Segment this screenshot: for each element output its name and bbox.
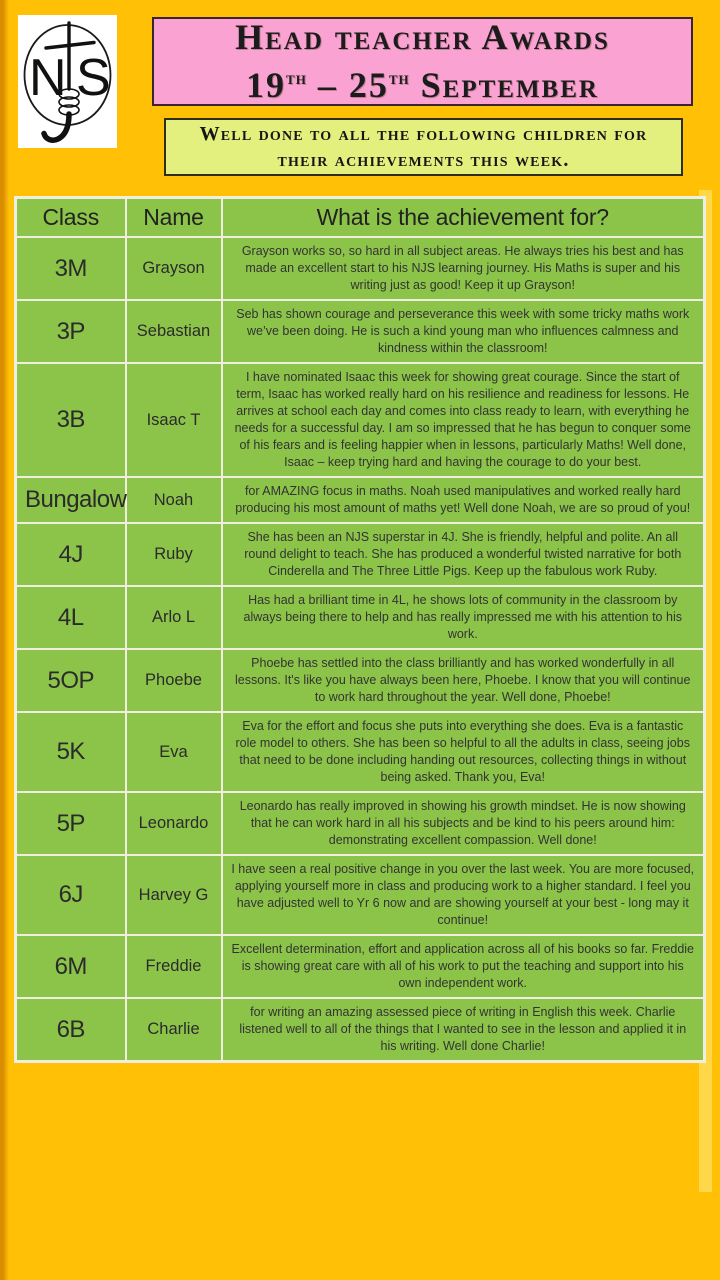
name-cell: Harvey G (126, 855, 222, 935)
class-cell: Bungalow (16, 477, 126, 523)
class-cell: 4L (16, 586, 126, 649)
table-row (16, 855, 705, 935)
table-row (16, 363, 705, 477)
table-row (16, 712, 705, 792)
achievement-cell: Eva for the effort and focus she puts into everything she does. Eva is a fantastic role model to others. She has been so helpful to all the adults in class, seeing jobs that need to be done including handing out resources, collecting things in without being asked. Thank you, Eva! (222, 712, 705, 792)
name-cell: Grayson (126, 237, 222, 300)
name-cell: Arlo L (126, 586, 222, 649)
name-cell: Freddie (126, 935, 222, 998)
achievement-cell: Phoebe has settled into the class brilliantly and has worked wonderfully in all lessons. It's like you have always been here, Phoebe. I know that you will continue to work hard throughout the year. Well done, Phoebe! (222, 649, 705, 712)
column-header-achievement: What is the achievement for? (222, 198, 705, 238)
class-cell: 6B (16, 998, 126, 1062)
achievement-cell: Grayson works so, so hard in all subject areas. He always tries his best and has made an excellent start to his NJS learning journey. His Maths is super and his writing just as good! Keep it up Grayson! (222, 237, 705, 300)
awards-table (14, 196, 706, 1063)
name-cell: Ruby (126, 523, 222, 586)
achievement-cell: Excellent determination, effort and application across all of his books so far. Freddie is showing great care with all of his work to put the teaching and support into his own independent work. (222, 935, 705, 998)
logo-letter-n: N (29, 49, 67, 107)
awards-table-wrap (14, 196, 706, 1063)
achievement-cell: I have seen a real positive change in you over the last week. You are more focused, applying yourself more in class and producing work to a higher standard. I feel you have adjusted well to Yr 6 now and are showing yourself at your best - long may it continue! (222, 855, 705, 935)
school-logo (18, 15, 117, 148)
name-cell: Noah (126, 477, 222, 523)
name-cell: Charlie (126, 998, 222, 1062)
name-cell: Leonardo (126, 792, 222, 855)
achievement-cell: She has been an NJS superstar in 4J. She is friendly, helpful and polite. An all round delight to teach. She has produced a wonderful twisted narrative for both Cinderella and The Three Little Pigs. Keep up the fabulous work Ruby. (222, 523, 705, 586)
achievement-cell: Leonardo has really improved in showing his growth mindset. He is now showing that he can work hard in all his subjects and be kind to his peers around him: demonstrating excellent compassion. Well done! (222, 792, 705, 855)
achievement-cell: for writing an amazing assessed piece of writing in English this week. Charlie listened well to all of the things that I wanted to see in the lesson and applied it in his writing. Well done Charlie! (222, 998, 705, 1062)
table-header-row (16, 198, 705, 238)
column-header-name: Name (126, 198, 222, 238)
class-cell: 3B (16, 363, 126, 477)
table-row (16, 523, 705, 586)
subtitle-text: Well done to all the following children for their achievements this week. (199, 123, 648, 171)
school-crest-icon (18, 15, 117, 148)
crozier-icon (44, 114, 69, 140)
name-cell: Phoebe (126, 649, 222, 712)
table-row (16, 649, 705, 712)
table-row (16, 792, 705, 855)
class-cell: 5OP (16, 649, 126, 712)
ordinal-suffix: th (286, 68, 307, 89)
date-range: 19th – 25th September (246, 65, 599, 105)
column-header-class: Class (16, 198, 126, 238)
class-cell: 5P (16, 792, 126, 855)
table-row (16, 935, 705, 998)
table-row (16, 586, 705, 649)
subtitle-banner (164, 118, 683, 176)
page-title: Head teacher Awards (235, 17, 610, 57)
table-row (16, 477, 705, 523)
class-cell: 4J (16, 523, 126, 586)
achievement-cell: Has had a brilliant time in 4L, he shows lots of community in the classroom by always being there to help and has really impressed me with his attention to his work. (222, 586, 705, 649)
table-row (16, 237, 705, 300)
name-cell: Eva (126, 712, 222, 792)
table-row (16, 998, 705, 1062)
awards-table-body (16, 237, 705, 1062)
class-cell: 6M (16, 935, 126, 998)
logo-letter-s: S (76, 49, 111, 107)
ordinal-suffix: th (388, 68, 410, 89)
achievement-cell: I have nominated Isaac this week for showing great courage. Since the start of term, Isaac has worked really hard on his resilience and readiness for lessons. He arrives at school each day and comes into class ready to learn, with everything he needs for a successful day. I am so impressed that he has begun to conquer some of his fears and is feeling happier when in lessons, particularly Maths! Well done, Isaac – keep trying hard and having the courage to do your best. (222, 363, 705, 477)
name-cell: Sebastian (126, 300, 222, 363)
class-cell: 6J (16, 855, 126, 935)
class-cell: 3M (16, 237, 126, 300)
class-cell: 5K (16, 712, 126, 792)
name-cell: Isaac T (126, 363, 222, 477)
class-cell: 3P (16, 300, 126, 363)
achievement-cell: Seb has shown courage and perseverance this week with some tricky maths work we’ve been doing. He is such a kind young man who influences calmness and kindness within the classroom! (222, 300, 705, 363)
title-banner (152, 17, 693, 106)
table-row (16, 300, 705, 363)
achievement-cell: for AMAZING focus in maths. Noah used manipulatives and worked really hard producing his most amount of maths yet! Well done Noah, we are so proud of you! (222, 477, 705, 523)
